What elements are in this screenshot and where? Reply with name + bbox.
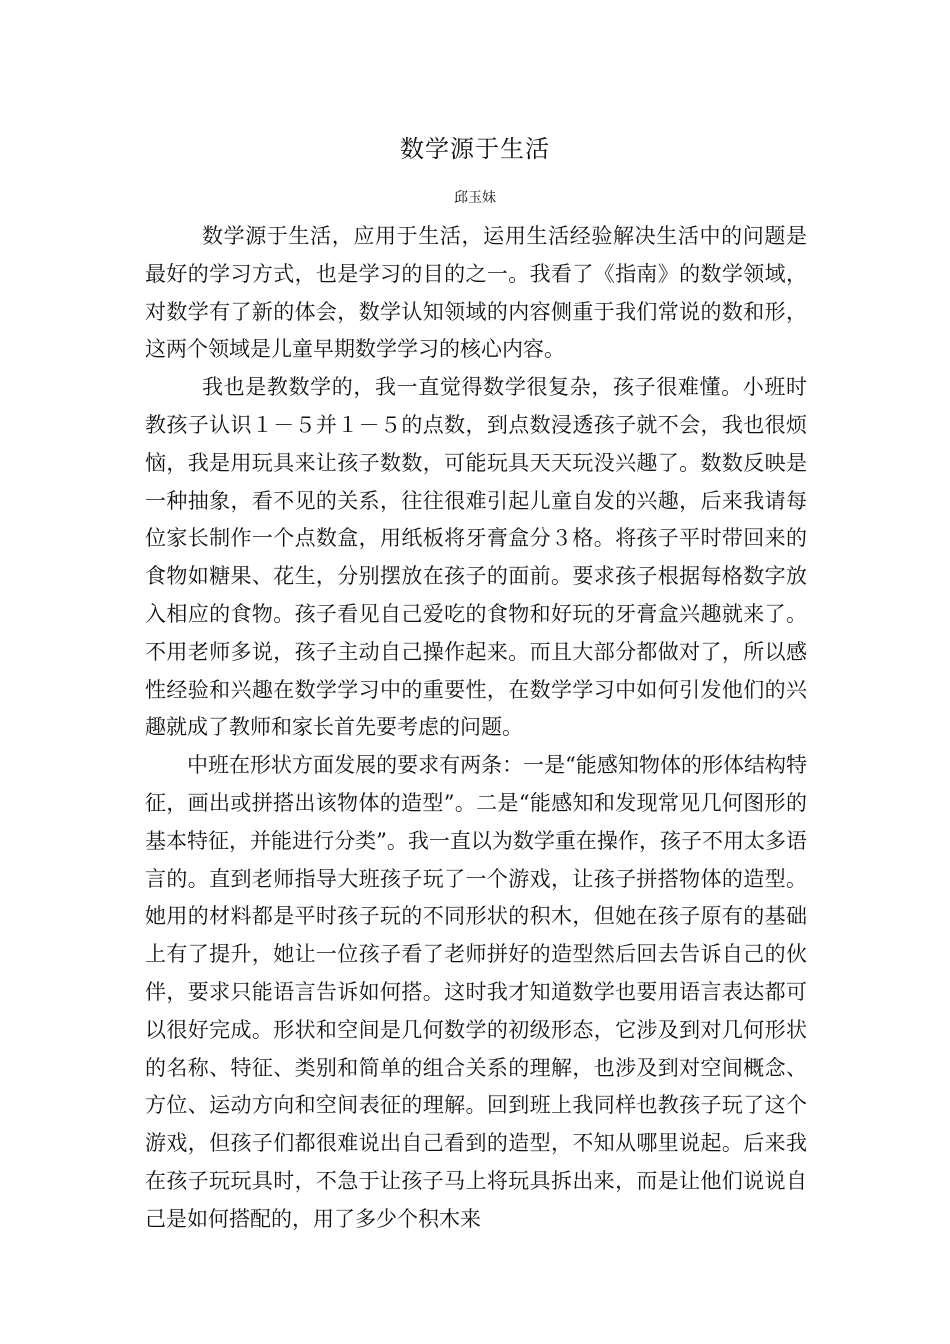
paragraph-3: 中班在形状方面发展的要求有两条：一是“能感知物体的形体结构特征，画出或拼搭出该物体的造型”。二是“能感知和发现常见几何图形的基本特征，并能进行分类”。我一直以为数学重在操作，孩子不用太多语言的。直到老师指导大班孩子玩了一个游戏，让孩子拼搭物体的造型。她用的材料都是平时孩子玩的不同形状的积木，但她在孩子原有的基础上有了提升，她让一位孩子看了老师拼好的造型然后回去告诉自己的伙伴，要求只能语言告诉如何搭。这时我才知道数学也要用语言表达都可以很好完成。形状和空间是几何数学的初级形态，它涉及到对几何形状的名称、特征、类别和简单的组合关系的理解，也涉及到对空间概念、方位、运动方向和空间表征的理解。回到班上我同样也教孩子玩了这个游戏，但孩子们都很难说出自己看到的造型，不知从哪里说起。后来我在孩子玩玩具时，不急于让孩子马上将玩具拆出来，而是让他们说说自己是如何搭配的，用了多少个积木来 — [145, 753, 807, 1231]
document-body — [145, 218, 807, 1239]
paragraph-1: 数学源于生活，应用于生活，运用生活经验解决生活中的问题是最好的学习方式，也是学习的目的之一。我看了《指南》的数学领域，对数学有了新的体会，数学认知领域的内容侧重于我们常说的数和形，这两个领域是儿童早期数学学习的核心内容。 — [145, 224, 807, 362]
document-author: 邱玉妹 — [454, 190, 496, 206]
paragraph-2: 我也是教数学的，我一直觉得数学很复杂，孩子很难懂。小班时教孩子认识１－５并１－５的点数，到点数浸透孩子就不会，我也很烦恼，我是用玩具来让孩子数数，可能玩具天天玩没兴趣了。数数反映是一种抽象，看不见的关系，往往很难引起儿童自发的兴趣，后来我请每位家长制作一个点数盒，用纸板将牙膏盒分３格。将孩子平时带回来的食物如糖果、花生，分别摆放在孩子的面前。要求孩子根据每格数字放入相应的食物。孩子看见自己爱吃的食物和好玩的牙膏盒兴趣就来了。不用老师多说，孩子主动自己操作起来。而且大部分都做对了，所以感性经验和兴趣在数学学习中的重要性，在数学学习中如何引发他们的兴趣就成了教师和家长首先要考虑的问题。 — [145, 375, 807, 740]
document-title: 数学源于生活 — [400, 135, 550, 163]
